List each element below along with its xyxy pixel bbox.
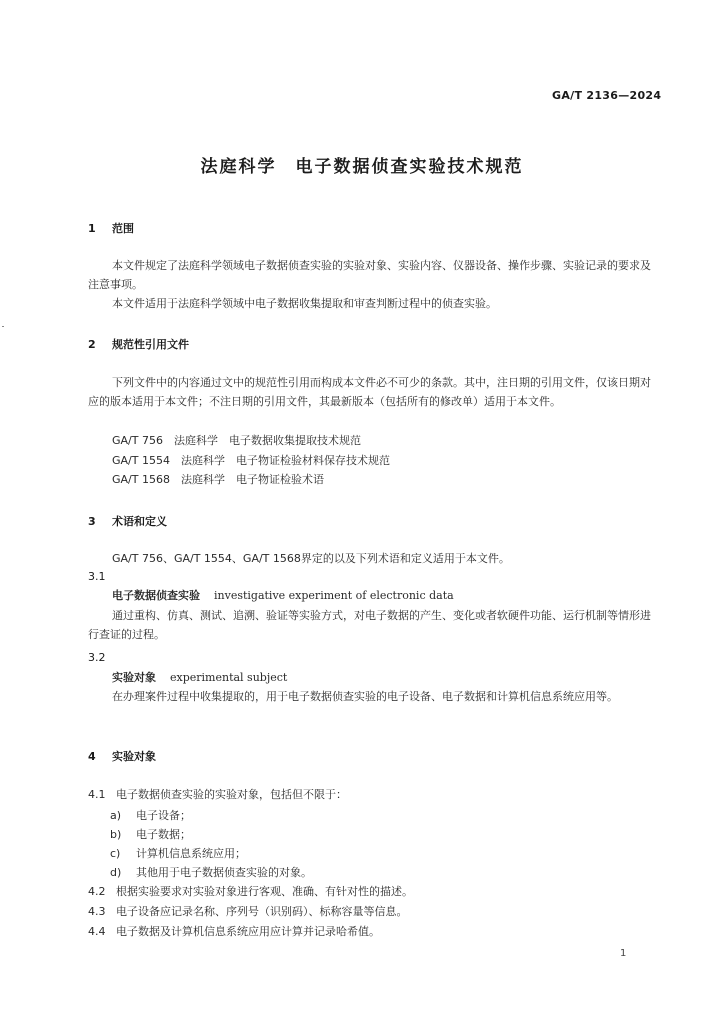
term-english: investigative experiment of electronic data bbox=[214, 589, 454, 602]
clause-number: 4.1 bbox=[88, 788, 106, 801]
list-item bbox=[110, 844, 246, 863]
section-2-heading bbox=[88, 336, 189, 352]
list-item bbox=[110, 806, 191, 825]
term-number: 3.1 bbox=[88, 570, 106, 583]
list-text: 其他用于电子数据侦查实验的对象。 bbox=[136, 866, 312, 879]
clause-text: 电子数据及计算机信息系统应用应计算并记录哈希值。 bbox=[116, 925, 380, 938]
list-item bbox=[110, 863, 312, 882]
list-item bbox=[110, 825, 191, 844]
section-3-heading bbox=[88, 513, 167, 529]
section-number: 3 bbox=[88, 515, 96, 528]
section-2-paragraph: 下列文件中的内容通过文中的规范性引用而构成本文件必不可少的条款。其中，注日期的引用文件，仅该日期对应的版本适用于本文件；不注日期的引用文件，其最新版本（包括所有的修改单）适用于本文件。 bbox=[88, 376, 651, 408]
clause-4-3 bbox=[88, 902, 408, 921]
clause-number: 4.3 bbox=[88, 905, 106, 918]
section-number: 2 bbox=[88, 338, 96, 351]
term-chinese: 实验对象 bbox=[112, 671, 156, 684]
list-text: 电子数据； bbox=[136, 828, 191, 841]
margin-mark bbox=[2, 326, 4, 327]
clause-4-4 bbox=[88, 922, 380, 941]
section-3-intro: GA/T 756、GA/T 1554、GA/T 1568界定的以及下列术语和定义适用于本文件。 bbox=[112, 552, 510, 565]
term-chinese: 电子数据侦查实验 bbox=[112, 589, 200, 602]
list-label: a) bbox=[110, 809, 122, 822]
section-1-paragraph-1: 本文件规定了法庭科学领域电子数据侦查实验的实验对象、实验内容、仪器设备、操作步骤、实验记录的要求及注意事项。 bbox=[88, 259, 651, 291]
section-title: 范围 bbox=[112, 222, 134, 235]
clause-text: 根据实验要求对实验对象进行客观、准确、有针对性的描述。 bbox=[116, 885, 413, 898]
term-heading bbox=[112, 586, 454, 605]
document-title: 法庭科学 电子数据侦查实验技术规范 bbox=[200, 157, 524, 177]
list-text: 电子设备； bbox=[136, 809, 191, 822]
term-definition: 通过重构、仿真、测试、追溯、验证等实验方式，对电子数据的产生、变化或者软硬件功能、运行机制等情形进行查证的过程。 bbox=[88, 609, 651, 641]
list-label: d) bbox=[110, 866, 122, 879]
clause-text: 电子设备应记录名称、序列号（识别码）、标称容量等信息。 bbox=[116, 905, 408, 918]
list-label: b) bbox=[110, 828, 122, 841]
list-text: 计算机信息系统应用； bbox=[136, 847, 246, 860]
term-heading bbox=[112, 668, 287, 687]
section-4-heading bbox=[88, 748, 156, 764]
reference-item: GA/T 1554 法庭科学 电子物证检验材料保存技术规范 bbox=[112, 454, 390, 467]
term-definition: 在办理案件过程中收集提取的，用于电子数据侦查实验的电子设备、电子数据和计算机信息系统应用等。 bbox=[112, 690, 618, 703]
clause-text: 电子数据侦查实验的实验对象，包括但不限于： bbox=[116, 788, 347, 801]
clause-number: 4.2 bbox=[88, 885, 106, 898]
term-number: 3.2 bbox=[88, 651, 106, 664]
term-english: experimental subject bbox=[170, 671, 288, 684]
section-number: 4 bbox=[88, 750, 96, 763]
list-label: c) bbox=[110, 847, 121, 860]
section-title: 规范性引用文件 bbox=[112, 338, 189, 351]
section-1-heading bbox=[88, 220, 134, 236]
page-number: 1 bbox=[620, 948, 627, 959]
section-1-paragraph-2: 本文件适用于法庭科学领域中电子数据收集提取和审查判断过程中的侦查实验。 bbox=[112, 297, 497, 310]
clause-number: 4.4 bbox=[88, 925, 106, 938]
reference-item: GA/T 1568 法庭科学 电子物证检验术语 bbox=[112, 473, 324, 486]
clause-4-2 bbox=[88, 882, 413, 901]
standard-code: GA/T 2136—2024 bbox=[552, 89, 662, 102]
reference-item: GA/T 756 法庭科学 电子数据收集提取技术规范 bbox=[112, 434, 361, 447]
section-title: 实验对象 bbox=[112, 750, 156, 763]
section-number: 1 bbox=[88, 222, 96, 235]
section-title: 术语和定义 bbox=[112, 515, 167, 528]
clause-4-1 bbox=[88, 785, 347, 804]
